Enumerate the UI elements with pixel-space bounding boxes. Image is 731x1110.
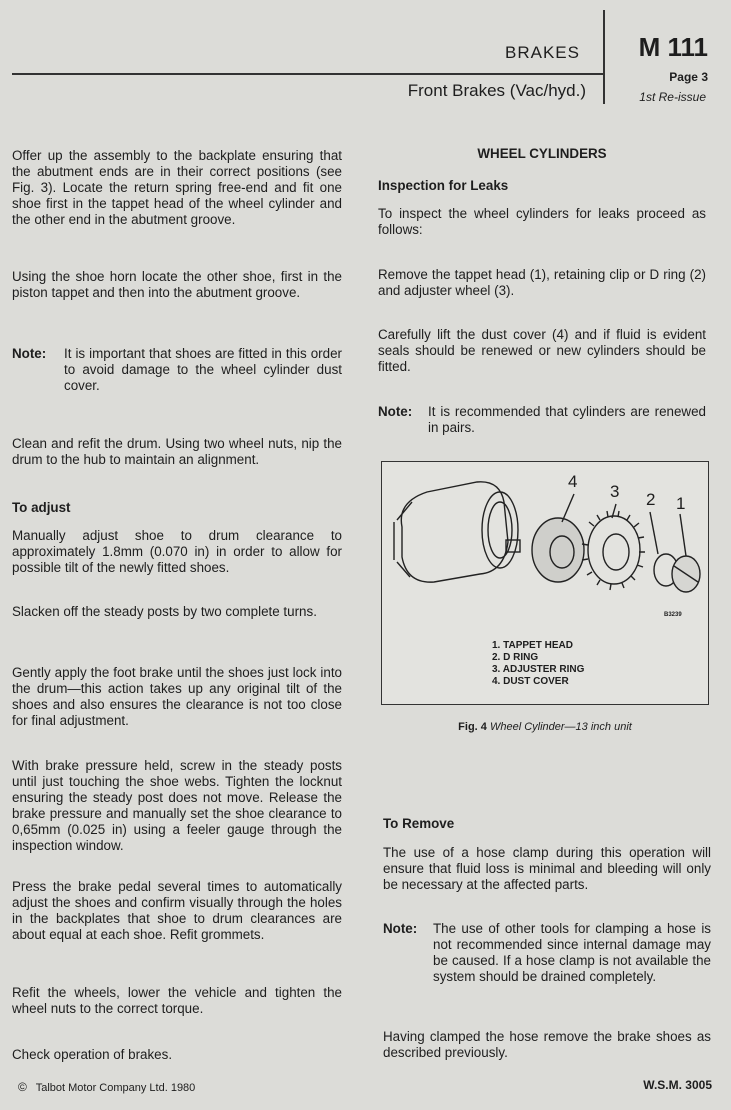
right-para-1: To inspect the wheel cylinders for leaks proceed as follows: <box>378 206 706 237</box>
right-para-3: Carefully lift the dust cover (4) and if fluid is evident seals should be renewed or new cylinders should be fitted. <box>378 327 706 374</box>
heading-wheel-cylinders: WHEEL CYLINDERS <box>477 146 607 161</box>
footer-copyright <box>18 1080 195 1094</box>
left-para-2: Using the shoe horn locate the other shoe, first in the piston tappet and then into the abutment groove. <box>12 269 342 300</box>
note-3 <box>383 921 711 985</box>
note-1 <box>12 346 342 394</box>
callout-1: 1 <box>676 494 686 513</box>
figure-caption <box>381 721 709 733</box>
adjuster-ring-inner <box>603 534 629 570</box>
heading-inspection: Inspection for Leaks <box>378 178 509 193</box>
left-para-3: Clean and refit the drum. Using two wheel nuts, nip the drum to the hub to maintain an alignment. <box>12 436 342 467</box>
wheel-cylinder-illustration <box>382 462 708 632</box>
legend-item-1: 1. TAPPET HEAD <box>492 640 573 651</box>
header-section: BRAKES <box>505 43 580 62</box>
callout-4: 4 <box>568 472 578 491</box>
header-reissue: 1st Re-issue <box>639 90 706 104</box>
header-subtitle: Front Brakes (Vac/hyd.) <box>407 81 586 100</box>
callout-3: 3 <box>610 482 620 501</box>
figure-ref-number: B3239 <box>664 612 682 618</box>
note-3-text: The use of other tools for clamping a hose is not recommended since internal damage may be caused. If a hose clamp is not available the system should be drained completely. <box>433 921 711 984</box>
left-para-6: Gently apply the foot brake until the shoes just lock into the drum—this action takes up any original tilt of the shoes and also ensures the clearance is not too close for final adjustment. <box>12 665 342 728</box>
header-code: M 111 <box>638 32 708 62</box>
left-para-5: Slacken off the steady posts by two complete turns. <box>12 604 317 619</box>
right-para-4: The use of a hose clamp during this operation will ensure that fluid loss is minimal and bleeding will only be necessary at the affected parts. <box>383 845 711 892</box>
note-2-text: It is recommended that cylinders are renewed in pairs. <box>428 404 706 435</box>
leader-4 <box>562 494 574 522</box>
figure-wheel-cylinder <box>381 461 709 705</box>
left-para-4: Manually adjust shoe to drum clearance to approximately 1.8mm (0.070 in) in order to allow for possible tilt of the newly fitted shoes. <box>12 528 342 575</box>
figure-caption-number: Fig. 4 <box>458 721 487 733</box>
copyright-symbol: © <box>18 1080 27 1094</box>
legend-item-4: 4. DUST COVER <box>492 676 569 687</box>
left-para-1: Offer up the assembly to the backplate ensuring that the abutment ends are in their correct positions (see Fig. 3). Locate the return spring free-end and fit one shoe first in the tappet head of the wheel cylinder and the other end in the abutment groove. <box>12 148 342 227</box>
leader-1 <box>680 514 686 556</box>
figure-caption-text: Wheel Cylinder—13 inch unit <box>489 721 632 733</box>
cylinder-mount <box>394 502 412 577</box>
header-horizontal-rule <box>12 73 604 75</box>
note-2 <box>378 404 706 436</box>
header-vertical-rule <box>603 10 605 104</box>
figure-legend <box>492 640 584 688</box>
note-2-label: Note: <box>378 404 413 419</box>
left-para-8: Press the brake pedal several times to automatically adjust the shoes and confirm visually through the holes in the backplates that shoe to drum clearances are about equal at each shoe. Refit grommets. <box>12 879 342 942</box>
legend-item-2: 2. D RING <box>492 652 539 663</box>
note-3-label: Note: <box>383 921 418 936</box>
right-para-2: Remove the tappet head (1), retaining clip or D ring (2) and adjuster wheel (3). <box>378 267 706 298</box>
adjuster-ring <box>588 516 640 584</box>
note-1-label: Note: <box>12 346 47 361</box>
note-1-text: It is important that shoes are fitted in this order to avoid damage to the wheel cylinder dust cover. <box>64 346 342 393</box>
left-para-9: Refit the wheels, lower the vehicle and tighten the wheel nuts to the correct torque. <box>12 985 342 1016</box>
header-page: Page 3 <box>669 70 708 84</box>
heading-to-remove: To Remove <box>383 816 455 831</box>
copyright-text: Talbot Motor Company Ltd. 1980 <box>35 1082 196 1094</box>
dust-cover-outer <box>532 518 584 582</box>
leader-2 <box>650 512 658 554</box>
cylinder-bore-inner <box>488 502 512 558</box>
heading-to-adjust: To adjust <box>12 500 71 515</box>
legend-item-3: 3. ADJUSTER RING <box>492 664 585 675</box>
adjuster-ring-teeth <box>582 511 645 590</box>
left-para-10: Check operation of brakes. <box>12 1047 173 1062</box>
footer-wsm: W.S.M. 3005 <box>643 1078 712 1092</box>
right-para-5: Having clamped the hose remove the brake shoes as described previously. <box>383 1029 711 1060</box>
callout-2: 2 <box>646 490 656 509</box>
left-para-7: With brake pressure held, screw in the steady posts until just touching the shoe webs. Tighten the locknut ensuring the steady post does not move. Release the brake pressure and manually set the shoe clearance to 0,65mm (0.025 in) using a feeler gauge through the inspection window. <box>12 758 342 853</box>
